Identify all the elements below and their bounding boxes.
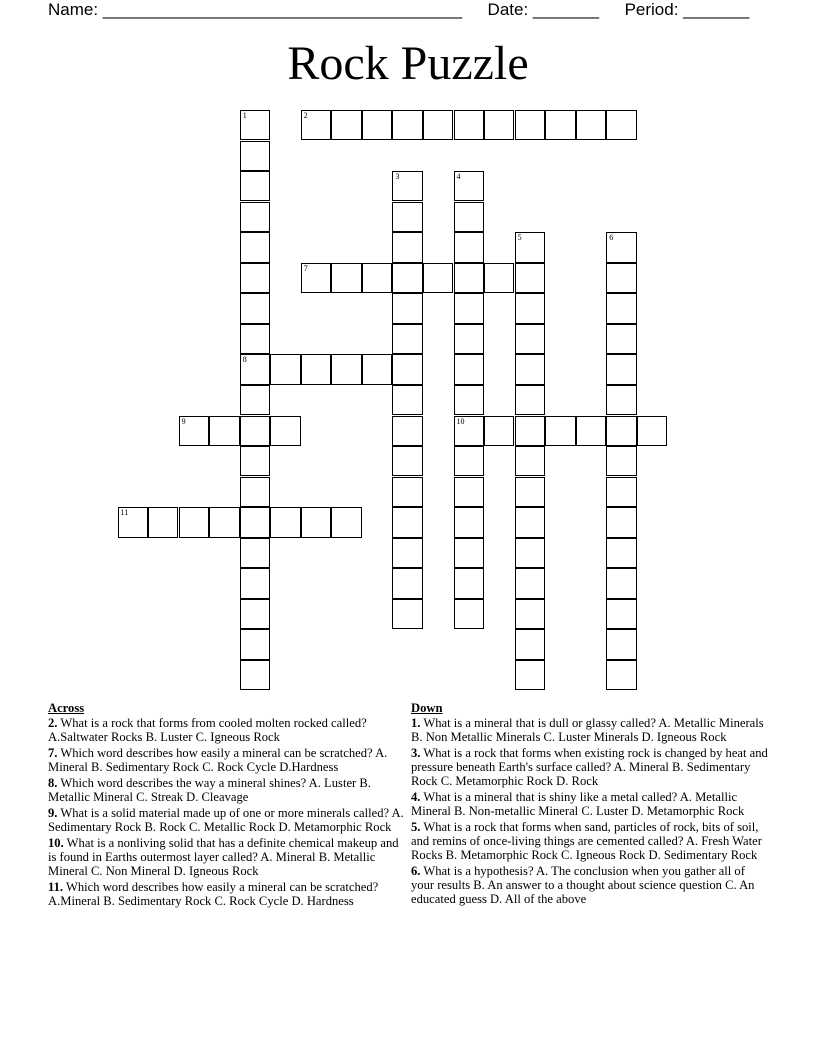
grid-cell[interactable] [240, 538, 270, 568]
clue-text: What is a rock that forms when sand, particles of rock, bits of soil, and remins of once-living things are cemented called? A. Fresh Water Rocks B. Metamorphic Rock C. Igneous Rock D. Sedimentary Rock [411, 820, 762, 862]
grid-cell[interactable] [301, 263, 331, 293]
across-clue [48, 880, 406, 908]
grid-cell[interactable] [240, 385, 270, 415]
grid-cell[interactable] [240, 354, 270, 384]
grid-cell[interactable] [515, 385, 545, 415]
grid-cell[interactable] [392, 446, 422, 476]
grid-cell[interactable] [454, 568, 484, 598]
grid-cell[interactable] [392, 171, 422, 201]
clue-number: 6. [411, 864, 421, 878]
grid-cell[interactable] [240, 293, 270, 323]
grid-cell[interactable] [515, 538, 545, 568]
grid-cell[interactable] [392, 263, 422, 293]
grid-cell[interactable] [484, 416, 514, 446]
grid-cell[interactable] [515, 599, 545, 629]
grid-cell[interactable] [545, 110, 575, 140]
grid-cell[interactable] [484, 110, 514, 140]
grid-cell[interactable] [240, 263, 270, 293]
across-clue [48, 716, 406, 744]
clue-number: 4. [411, 790, 421, 804]
grid-cell[interactable] [454, 232, 484, 262]
date-field[interactable]: Date: _______ [487, 0, 600, 19]
grid-cell[interactable] [331, 263, 361, 293]
grid-cell[interactable] [515, 416, 545, 446]
grid-cell[interactable] [301, 354, 331, 384]
grid-cell[interactable] [392, 599, 422, 629]
grid-cell[interactable] [454, 599, 484, 629]
grid-cell[interactable] [515, 324, 545, 354]
clue-number: 2. [48, 716, 58, 730]
down-clue [411, 790, 769, 818]
down-clue [411, 820, 769, 862]
grid-cell[interactable] [515, 507, 545, 537]
grid-cell[interactable] [515, 263, 545, 293]
grid-cell[interactable] [606, 599, 636, 629]
page-title: Rock Puzzle [287, 37, 529, 90]
down-clue [411, 746, 769, 788]
grid-cell[interactable] [576, 416, 606, 446]
grid-cell[interactable] [240, 110, 270, 140]
grid-cell[interactable] [606, 354, 636, 384]
clue-number: 10. [48, 836, 64, 850]
grid-cell[interactable] [270, 507, 300, 537]
grid-cell[interactable] [606, 446, 636, 476]
clue-number: 11. [48, 880, 64, 894]
grid-cell[interactable] [240, 232, 270, 262]
clue-text: What is a hypothesis? A. The conclusion when you gather all of your results B. An answer to a thought about science question C. An educated guess D. All of the above [411, 864, 755, 906]
grid-cell[interactable] [515, 477, 545, 507]
clue-number: 3. [411, 746, 421, 760]
grid-cell[interactable] [454, 385, 484, 415]
grid-cell[interactable] [148, 507, 178, 537]
grid-cell[interactable] [515, 232, 545, 262]
across-clues [48, 701, 406, 910]
grid-cell[interactable] [392, 110, 422, 140]
grid-cell[interactable] [179, 507, 209, 537]
grid-cell[interactable] [331, 354, 361, 384]
grid-cell[interactable] [209, 416, 239, 446]
grid-cell[interactable] [392, 202, 422, 232]
across-clue [48, 776, 406, 804]
grid-cell[interactable] [392, 354, 422, 384]
grid-cell[interactable] [392, 538, 422, 568]
grid-cell[interactable] [392, 385, 422, 415]
grid-cell[interactable] [240, 599, 270, 629]
clue-text: Which word describes how easily a mineral can be scratched? A.Mineral B. Sedimentary Rock C. Rock Cycle D. Hardness [48, 880, 379, 908]
grid-cell[interactable] [454, 477, 484, 507]
grid-cell[interactable] [515, 110, 545, 140]
clue-number: 8 [242, 355, 247, 365]
down-clue [411, 864, 769, 906]
grid-cell[interactable] [576, 110, 606, 140]
grid-cell[interactable] [392, 477, 422, 507]
grid-cell[interactable] [515, 354, 545, 384]
grid-cell[interactable] [606, 568, 636, 598]
grid-cell[interactable] [454, 324, 484, 354]
grid-cell[interactable] [362, 354, 392, 384]
grid-cell[interactable] [270, 354, 300, 384]
grid-cell[interactable] [484, 263, 514, 293]
grid-cell[interactable] [240, 141, 270, 171]
grid-cell[interactable] [606, 293, 636, 323]
clue-number: 7 [303, 263, 308, 273]
grid-cell[interactable] [240, 446, 270, 476]
grid-cell[interactable] [301, 507, 331, 537]
grid-cell[interactable] [392, 293, 422, 323]
grid-cell[interactable] [331, 110, 361, 140]
clue-number: 8. [48, 776, 58, 790]
clue-number: 9. [48, 806, 58, 820]
grid-cell[interactable] [606, 538, 636, 568]
grid-cell[interactable] [240, 324, 270, 354]
across-clue [48, 806, 406, 834]
clue-number: 1 [242, 111, 247, 120]
grid-cell[interactable] [454, 171, 484, 201]
clue-number: 7. [48, 746, 58, 760]
grid-cell[interactable] [423, 110, 453, 140]
grid-cell[interactable] [637, 416, 667, 446]
down-heading: Down [411, 701, 443, 715]
grid-cell[interactable] [515, 446, 545, 476]
grid-cell[interactable] [240, 660, 270, 690]
grid-cell[interactable] [454, 538, 484, 568]
grid-cell[interactable] [606, 263, 636, 293]
clue-number: 5. [411, 820, 421, 834]
clue-text: What is a solid material made up of one or more minerals called? A. Sedimentary Rock B. Rock C. Metallic Rock D. Metamorphic Rock [48, 806, 404, 834]
clue-number: 4 [456, 172, 461, 182]
grid-cell[interactable] [454, 263, 484, 293]
name-field[interactable]: Name: ______________________________________ [48, 0, 463, 19]
grid-cell[interactable] [606, 416, 636, 446]
grid-cell[interactable] [118, 507, 148, 537]
clue-text: What is a nonliving solid that has a definite chemical makeup and is found in Earths outermost layer called? A. Mineral B. Metallic Mineral C. Non Mineral D. Igneous Rock [48, 836, 399, 878]
grid-cell[interactable] [240, 477, 270, 507]
grid-cell[interactable] [606, 660, 636, 690]
grid-cell[interactable] [606, 507, 636, 537]
grid-cell[interactable] [606, 232, 636, 262]
grid-cell[interactable] [392, 568, 422, 598]
grid-cell[interactable] [606, 477, 636, 507]
grid-cell[interactable] [240, 171, 270, 201]
clue-number: 6 [609, 233, 614, 243]
down-clues [411, 701, 769, 908]
across-clue [48, 836, 406, 878]
grid-cell[interactable] [240, 507, 270, 537]
grid-cell[interactable] [545, 416, 575, 446]
grid-cell[interactable] [240, 568, 270, 598]
grid-cell[interactable] [454, 293, 484, 323]
grid-cell[interactable] [606, 385, 636, 415]
grid-cell[interactable] [209, 507, 239, 537]
clue-number: 11 [120, 508, 129, 518]
grid-cell[interactable] [606, 629, 636, 659]
grid-cell[interactable] [392, 232, 422, 262]
across-clue [48, 746, 406, 774]
grid-cell[interactable] [331, 507, 361, 537]
grid-cell[interactable] [454, 110, 484, 140]
across-heading: Across [48, 701, 85, 715]
grid-cell[interactable] [392, 416, 422, 446]
clue-text: What is a rock that forms from cooled molten rocked called? A.Saltwater Rocks B. Luster C. Igneous Rock [48, 716, 367, 744]
grid-cell[interactable] [454, 507, 484, 537]
grid-cell[interactable] [606, 110, 636, 140]
grid-cell[interactable] [423, 263, 453, 293]
clue-number: 9 [181, 416, 186, 426]
clue-number: 1. [411, 716, 421, 730]
grid-cell[interactable] [240, 416, 270, 446]
period-field[interactable]: Period: _______ [624, 0, 750, 19]
clue-number: 5 [517, 233, 522, 243]
clue-text: Which word describes how easily a mineral can be scratched? A. Mineral B. Sedimentary Rock C. Rock Cycle D.Hardness [48, 746, 388, 774]
grid-cell[interactable] [240, 629, 270, 659]
grid-cell[interactable] [606, 324, 636, 354]
grid-cell[interactable] [515, 660, 545, 690]
clue-text: What is a rock that forms when existing rock is changed by heat and pressure beneath Earth's surface called? A. Mineral B. Sedimentary Rock C. Metamorphic Rock D. Rock [411, 746, 768, 788]
clue-text: What is a mineral that is shiny like a metal called? A. Metallic Mineral B. Non-metallic Mineral C. Luster D. Metamorphic Rock [411, 790, 745, 818]
down-clue [411, 716, 769, 744]
clue-text: What is a mineral that is dull or glassy called? A. Metallic Minerals B. Non Metallic Minerals C. Luster Minerals D. Igneous Rock [411, 716, 764, 744]
grid-cell[interactable] [392, 507, 422, 537]
clue-number: 3 [395, 172, 400, 182]
clue-number: 10 [456, 416, 465, 426]
grid-cell[interactable] [515, 629, 545, 659]
grid-cell[interactable] [454, 446, 484, 476]
clue-text: Which word describes the way a mineral shines? A. Luster B. Metallic Mineral C. Streak D. Cleavage [48, 776, 371, 804]
grid-cell[interactable] [515, 293, 545, 323]
grid-cell[interactable] [179, 416, 209, 446]
grid-cell[interactable] [515, 568, 545, 598]
grid-cell[interactable] [454, 202, 484, 232]
grid-cell[interactable] [454, 416, 484, 446]
grid-cell[interactable] [392, 324, 422, 354]
grid-cell[interactable] [240, 202, 270, 232]
grid-cell[interactable] [362, 263, 392, 293]
clue-number: 2 [303, 111, 308, 120]
grid-cell[interactable] [301, 110, 331, 140]
grid-cell[interactable] [362, 110, 392, 140]
grid-cell[interactable] [454, 354, 484, 384]
grid-cell[interactable] [270, 416, 300, 446]
